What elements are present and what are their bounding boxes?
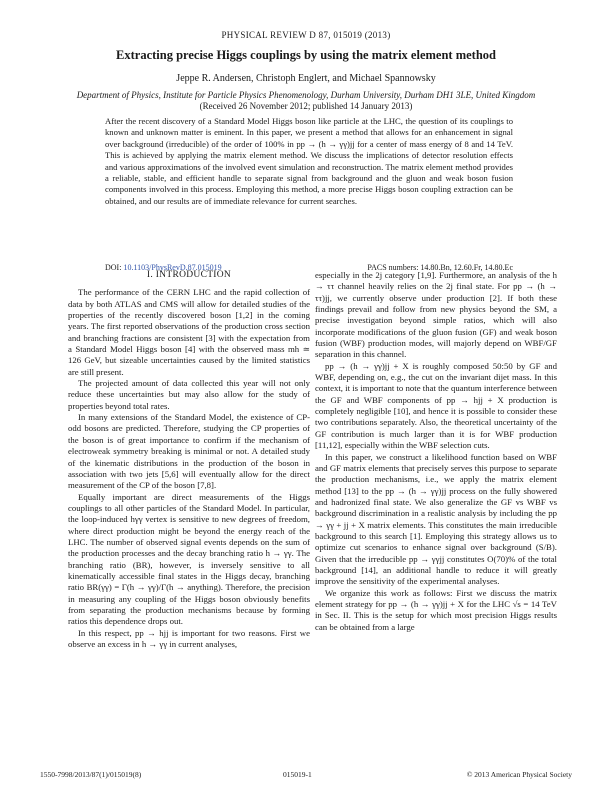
author-list: Jeppe R. Andersen, Christoph Englert, and Michael Spannowsky xyxy=(176,73,436,84)
journal-header: PHYSICAL REVIEW D 87, 015019 (2013) xyxy=(221,30,391,40)
column-right xyxy=(315,270,557,633)
column-left xyxy=(68,270,310,650)
footer-copyright: © 2013 American Physical Society xyxy=(466,770,572,779)
footer-page-number: 015019-1 xyxy=(283,770,312,779)
received-date: (Received 26 November 2012; published 14 January 2013) xyxy=(199,101,413,111)
paragraph: The performance of the CERN LHC and the rapid collection of data by both ATLAS and CMS will allow for detailed studies of the properties of the recently discovered boson [1,2] in the coming years. The first reported observations of the production cross section and branching fractions are consistent [3] with the expectation from a Standard Model Higgs boson [4] with the observed mass mh ≃ 126 GeV, but sizeable uncertainties caused by the limited statistics are still present. xyxy=(68,287,310,377)
paper-title: Extracting precise Higgs couplings by using the matrix element method xyxy=(116,48,496,62)
paragraph: In many extensions of the Standard Model, the existence of CP-odd bosons are predicted. Therefore, studying the CP properties of the boson is of great importance to confirm if the mechanism of electroweak symmetry breaking is minimal or not. A detailed study of the kinematic distributions in the production of the boson in association with two jets [5,6] will eventually allow for the direct measurement of the CP of the boson [7,8]. xyxy=(68,412,310,491)
pacs-numbers: PACS numbers: 14.80.Bn, 12.60.Fr, 14.80.Ec xyxy=(367,263,513,272)
footer-issn: 1550-7998/2013/87(1)/015019(8) xyxy=(40,770,142,779)
paragraph: In this paper, we construct a likelihood function based on WBF and GF matrix elements that precisely serves this purpose to separate the production mechanisms, i.e., we apply the matrix element method [13] to the pp → (h → γγ)jj process on the fully showered and hadronized final state. We also generalize the GF vs WBF vs background discrimination in a realistic analysis by including the pp → γγ + jj + X matrix elements. This constitutes the main irreducible background to this search [1]. Employing this strategy allows us to optimize cut scenarios to enhance signal over background (S/B). Given that the irreducible pp → γγjj constitutes O(70)% of the total background [14], an additional handle to reduce it will greatly improve the sensitivity of the experimental analyses. xyxy=(315,451,558,587)
paragraph: The projected amount of data collected this year will not only reduce these uncertainties but may also allow for the study of properties beyond total rates. xyxy=(68,378,310,411)
abstract: After the recent discovery of a Standard Model Higgs boson like particle at the LHC, the question of its couplings to known and unknown matter is eminent. In this paper, we present a method that allows for an enhancement in signal over background (irreducible) of the order of 100% in pp → (h → γγ)jj for a center of mass energy of 8 and 14 TeV. This is achieved by applying the matrix element method. We discuss the implications of detector resolution effects and various approximations of the involved event simulation and reconstruction. The matrix element method provides a reliable, stable, and efficient handle to separate signal from background and the gluon and weak boson fusion components involved in this process. Employing this method, a more precise Higgs boson coupling extraction can be obtained, and our results are of immediate relevance for current searches. xyxy=(105,116,513,206)
paragraph: In this respect, pp → hjj is important for two reasons. First we observe an excess in h → γγ in current analyses, xyxy=(68,627,310,649)
paragraph: Equally important are direct measurements of the Higgs couplings to all other particles of the Standard Model. In particular, the loop-induced hγγ vertex is sensitive to new degrees of freedom, where direct production might be beyond the energy reach of the LHC. The number of observed signal events depends on the sum of the production processes and the decay branching ratio h → γγ. The branching ratio (BR), however, is inversely sensitive to all kinematically accessible final states in the Higgs decay, branching ratio BR(γγ) = Γ(h → γγ)/Γ(h → anything). Therefore, the precision in measuring any coupling of the Higgs boson obviously benefits from separating the production mechanisms because by forming ratios this dependence drops out. xyxy=(68,491,310,627)
doi-link[interactable]: 10.1103/PhysRevD.87.015019 xyxy=(123,263,222,272)
paragraph: especially in the 2j category [1,9]. Furthermore, an analysis of the h → ττ channel heavily relies on the 2j final state. For pp → (h → ττ)jj, we currently observe under production [2]. If both these findings prevail and follow from new physics beyond the SM, a precise investigation beyond simple ratios, which will also incorporate modifications of the gluon fusion (GF) and weak boson fusion (WBF) production modes, will majorly depend on WBF/GF separation in this channel. xyxy=(315,270,557,360)
paragraph: pp → (h → γγ)jj + X is roughly composed 50:50 by GF and WBF, depending on, e.g., the cut on the invariant dijet mass. In this context, it is important to note that the quantum interference between the GF and WBF components of pp → hjj + X production is completely negligible [10], and hence it is possible to consider these two contributions separately. Also, the theoretical uncertainty of the GF contribution is much larger than it is for WBF production [11,12], especially within the WBF selection cuts. xyxy=(315,360,557,451)
paragraph: We organize this work as follows: First we discuss the matrix element strategy for pp → (h → γγ)jj + X for the LHC √s = 14 TeV in Sec. II. This is the setup for which most precision Higgs results can be obtained from a large xyxy=(315,587,557,632)
affiliation: Department of Physics, Institute for Particle Physics Phenomenology, Durham University, Durham DH1 3LE, United Kingdom xyxy=(76,90,536,100)
section-heading: I. INTRODUCTION xyxy=(146,270,232,280)
doi-label: DOI: xyxy=(105,263,122,272)
